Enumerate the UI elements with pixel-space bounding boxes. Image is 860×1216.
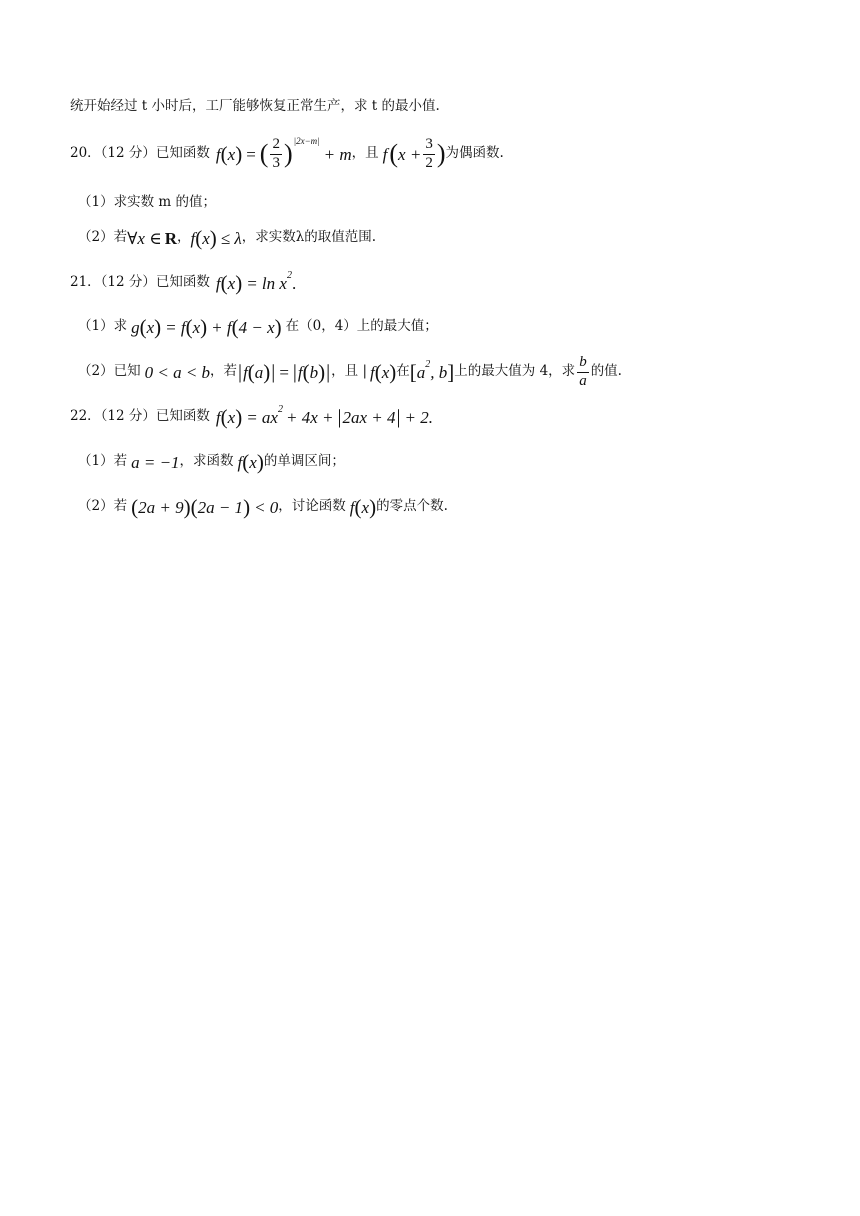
q22-1-f: f bbox=[237, 452, 243, 472]
question-20-1 bbox=[78, 196, 216, 210]
q20-plus-m: + m bbox=[323, 144, 352, 164]
q20-frac-den: 3 bbox=[272, 154, 280, 171]
q20-2-ineq: f ( x ) ≤ λ bbox=[190, 225, 242, 250]
q20-exponent: |2x−m| bbox=[293, 135, 320, 146]
q21-1-x: x bbox=[146, 317, 155, 337]
q20-2-comma: ， bbox=[177, 229, 191, 246]
q22-2-p1: 2a + 9 bbox=[138, 497, 184, 517]
q21-1-plus-f: + f bbox=[211, 317, 232, 337]
q20-frac2-den: 2 bbox=[425, 154, 433, 171]
q21-x: x bbox=[227, 273, 236, 293]
q21-1-4-minus-x: 4 − x bbox=[238, 317, 275, 337]
q21-function-def: f ( x ) = ln x 2 . bbox=[215, 270, 297, 295]
q21-2-frac bbox=[577, 355, 589, 390]
q21-2-a: a bbox=[254, 362, 264, 382]
q21-2-interval: [ a 2 , b ] bbox=[409, 359, 455, 384]
q21-1-expr: g ( x ) = f ( x ) + f ( 4 − x ) bbox=[131, 314, 282, 339]
q22-2-p2: 2a − 1 bbox=[197, 497, 244, 517]
question-20-2 bbox=[78, 227, 376, 249]
question-22-2 bbox=[78, 496, 448, 518]
q20-function-def: f ( x ) = ( $\frac{2}{3}$ ) |2x−m| + m bbox=[215, 135, 352, 171]
q21-2-tail: 的值. bbox=[590, 363, 622, 380]
q21-2-eq: = bbox=[279, 362, 289, 382]
q21-2-max: 上的最大值为 4，求 bbox=[454, 363, 576, 380]
q22-1-x: x bbox=[249, 452, 257, 472]
q20-tail: 为偶函数. bbox=[445, 145, 504, 162]
q20-x: x bbox=[227, 144, 236, 164]
q21-1-head: （1）求 bbox=[78, 318, 128, 335]
q22-2-lt: < 0 bbox=[254, 497, 279, 517]
q22-2-f: f bbox=[349, 497, 355, 517]
q22-inside: 2ax + 4 bbox=[342, 407, 396, 427]
q20-x-plus: x + bbox=[398, 144, 422, 164]
q21-2-ruo: ，若 bbox=[210, 363, 238, 380]
q21-2-a2: a bbox=[416, 362, 426, 382]
q22-1-mid: ，求函数 bbox=[179, 453, 234, 470]
q20-shift-expr: f ( x + $\frac{3}{2}$ ) bbox=[382, 135, 446, 171]
q22-function-def: f ( x ) = ax 2 + 4x + | 2ax + 4 | + 2. bbox=[215, 404, 434, 429]
q22-head: 22．（12 分）已知函数 bbox=[70, 408, 210, 425]
q21-2-frac-den: a bbox=[579, 372, 587, 389]
question-21 bbox=[70, 272, 296, 294]
q22-2-fx: f ( x ) bbox=[349, 494, 377, 519]
q21-f: f bbox=[215, 273, 221, 293]
q22-2-head: （2）若 bbox=[78, 498, 128, 515]
q21-2-zai: 在 bbox=[396, 363, 410, 380]
q20-frac2-num: 3 bbox=[423, 137, 435, 155]
q21-1-eq-f: = f bbox=[165, 317, 186, 337]
q21-head: 21．（12 分）已知函数 bbox=[70, 274, 210, 291]
q22-x: x bbox=[227, 407, 236, 427]
q20-2-head: （2）若 bbox=[78, 229, 128, 246]
q20-2-forall-text: ∀x ∈ bbox=[127, 228, 162, 248]
q20-mid: ，且 bbox=[351, 145, 379, 162]
q20-1-text: （1）求实数 m 的值； bbox=[78, 194, 216, 210]
q21-1-g: g bbox=[131, 317, 140, 337]
q21-2-f2: f bbox=[297, 362, 303, 382]
continuation-text: 统开始经过 t 小时后，工厂能够恢复正常生产，求 t 的最小值. bbox=[70, 98, 440, 114]
q21-2-f3: f bbox=[370, 362, 375, 382]
q22-f: f bbox=[215, 407, 221, 427]
q20-eq: = bbox=[246, 144, 256, 164]
q20-2-x: x bbox=[202, 228, 210, 248]
q20-2-tail: ，求实数λ的取值范围. bbox=[241, 229, 377, 246]
question-21-1 bbox=[78, 316, 438, 338]
q21-2-cond: 0 < a < b bbox=[144, 362, 211, 382]
q20-2-forall bbox=[127, 230, 177, 247]
q20-f: f bbox=[215, 144, 221, 164]
q20-frac-num: 2 bbox=[270, 137, 282, 155]
q21-2-abs-eq: | f ( a ) | = | f ( b ) | bbox=[238, 359, 331, 384]
q22-expr2: + 4x + bbox=[285, 407, 334, 427]
q21-2-x: x bbox=[381, 362, 390, 382]
q21-2-comma-b: , b bbox=[430, 362, 448, 382]
q21-2-two: 2 bbox=[425, 359, 431, 370]
question-22 bbox=[70, 406, 433, 428]
q22-2-tail: 的零点个数. bbox=[376, 498, 448, 515]
q22-sq: 2 bbox=[277, 404, 283, 415]
q21-2-f1: f bbox=[243, 362, 248, 382]
question-21-2 bbox=[78, 352, 622, 392]
q21-2-qie: ，且 | bbox=[331, 363, 368, 380]
q20-fraction bbox=[270, 137, 282, 172]
q21-2-frac-num: b bbox=[577, 355, 589, 373]
continuation-line bbox=[70, 100, 440, 114]
q21-2-frac-wrap bbox=[575, 355, 591, 390]
q20-2-R: R bbox=[164, 228, 178, 248]
q20-fraction2 bbox=[423, 137, 435, 172]
q21-1-x2: x bbox=[192, 317, 201, 337]
q22-1-tail: 的单调区间； bbox=[263, 453, 345, 470]
q22-expr1: = ax bbox=[246, 407, 278, 427]
q21-2-head: （2）已知 bbox=[78, 363, 141, 380]
q20-2-f: f bbox=[190, 228, 196, 248]
q22-1-fx: f ( x ) bbox=[237, 449, 264, 474]
q21-expr: = ln x bbox=[246, 273, 287, 293]
q22-expr3: + 2. bbox=[404, 407, 434, 427]
question-20 bbox=[70, 133, 504, 175]
question-22-1 bbox=[78, 451, 345, 473]
q20-2-le: ≤ λ bbox=[220, 228, 242, 248]
q22-1-head: （1）若 bbox=[78, 453, 128, 470]
q22-2-mid: ，讨论函数 bbox=[278, 498, 346, 515]
q20-head: 20．（12 分）已知函数 bbox=[70, 145, 210, 162]
q21-2-b: b bbox=[309, 362, 319, 382]
q22-1-cond: a = −1 bbox=[131, 452, 180, 472]
q22-2-ineq: ( 2a + 9 ) ( 2a − 1 ) < 0 bbox=[131, 494, 279, 519]
q21-sq: 2 bbox=[286, 270, 292, 281]
q20-f2: f bbox=[382, 144, 388, 164]
q21-2-f3-expr: f ( x ) bbox=[370, 359, 397, 384]
q22-2-x: x bbox=[361, 497, 370, 517]
q21-1-tail: 在（0，4）上的最大值； bbox=[285, 318, 438, 335]
q21-dot: . bbox=[291, 273, 297, 293]
